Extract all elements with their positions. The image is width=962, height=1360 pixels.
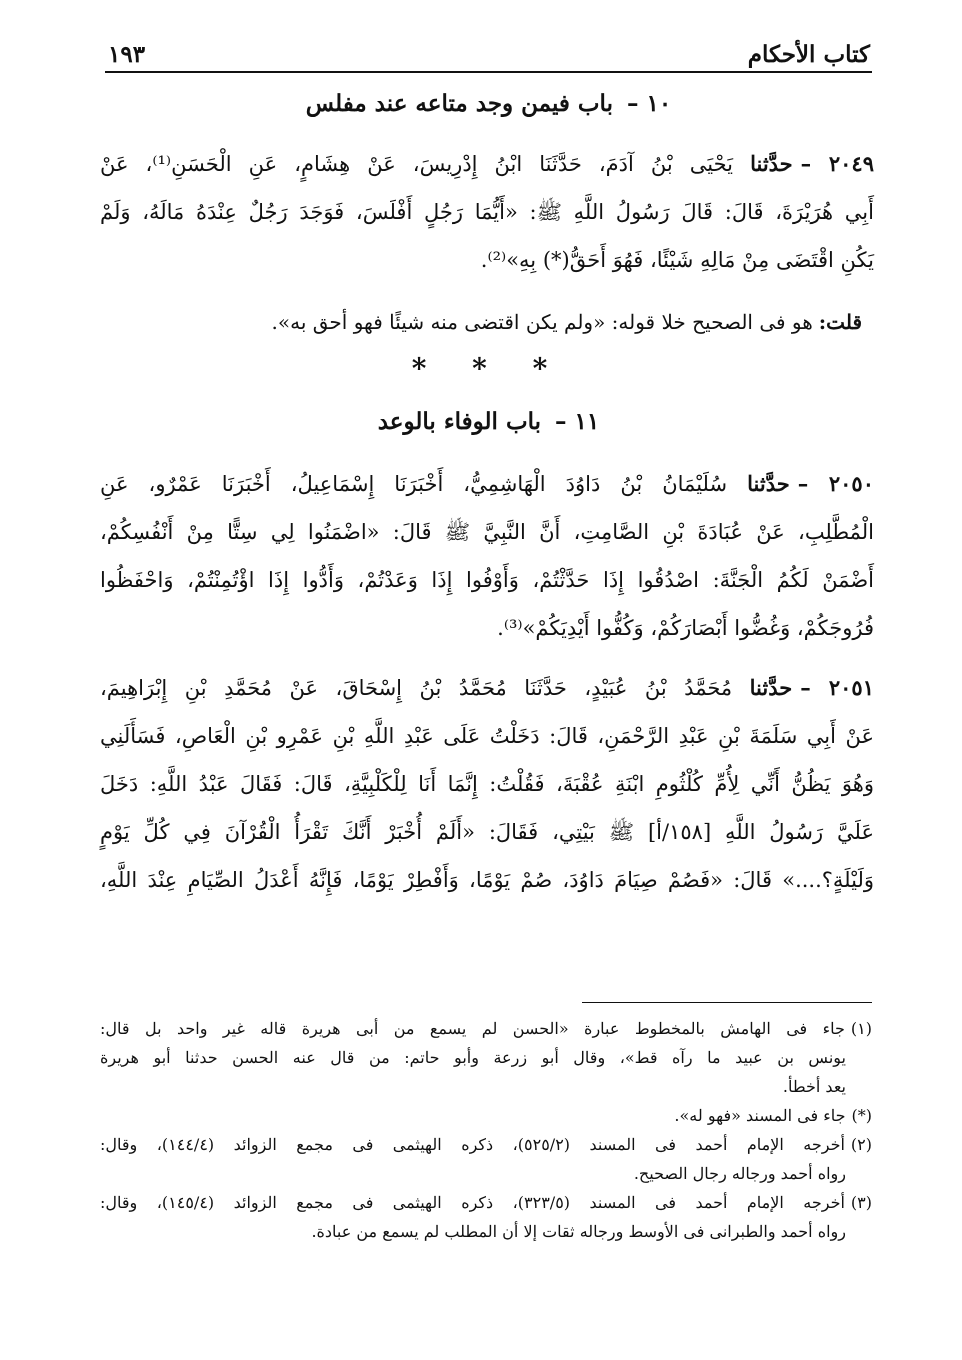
footnote-rule [582,1002,872,1003]
footnote-1 [100,1014,872,1101]
footnote-marker: (٢) [850,1135,873,1154]
footnote-line: يونس بن عبيد ما رآه قط»، وقال أبو زرعة وأبو حاتم: من قال عنه الحسن حدثنا أبو هريرة [100,1048,847,1067]
hadith-line: وَلَيْلَةٍ؟....» قَالَ: «فَصُمْ صِيَامَ دَاوُدَ، صُمْ يَوْمًا، وَأَفْطِرْ يَوْمًا، فَإِنَّهُ أَعْدَلُ الصِّيَامِ عِنْدَ اللَّهِ، [100,868,875,892]
hadith-line [100,460,874,508]
footnote-marker: (١) [850,1019,872,1038]
footnote-line [100,1130,872,1159]
hadith-2051 [100,664,874,904]
hadith-2049 [100,140,874,284]
chapter-title: باب الوفاء بالوعد [377,408,542,435]
chapter-10-heading [105,90,872,117]
book-title: كتاب الأحكام [747,41,870,68]
hadith-line: الْمُطَّلِبِ، عَنْ عُبَادَةَ بْنِ الصَّامِتِ، أَنَّ النَّبِيَّ ﷺ قَالَ: «اضْمَنُوا لِي سِتًّا مِنْ أَنْفُسِكُمْ، [100,520,874,544]
footnote-3 [100,1188,872,1246]
hadith-line: عَنْ أَبِي سَلَمَةَ بْنِ عَبْدِ الرَّحْمَنِ، قَالَ: دَخَلْتُ عَلَى عَبْدِ اللَّهِ بْنِ عَمْرِو بْنِ الْعَاصِ، فَسَأَلَنِي [100,724,874,748]
hadith-line: عَلَيَّ رَسُولُ اللَّهِ [١٥٨/أ] ﷺ بَيْتِي، فَقَالَ: «أَلَمْ أُخْبَرْ أَنَّكَ تَقْرَأُ الْقُرْآنَ فِي كُلِّ يَوْمٍ [100,820,874,844]
chapter-title: باب فيمن وجد متاعه عند مفلس [305,90,613,117]
hadith-line: أَبِي هُرَيْرَةَ، قَالَ: قَالَ رَسُولُ اللَّهِ ﷺ: «أَيُّمَا رَجُلٍ أَفْلَسَ، فَوَجَدَ رَجُلٌ عِنْدَهُ مَالَهُ، وَلَمْ [100,200,874,224]
section-separator: * * * [411,352,566,385]
footnotes [100,1014,872,1246]
footnote-text: جاء فى الهامش بالمخطوط عبارة «الحسن لم يسمع من أبى هريرة قاله غير واحد بل قال: [100,1019,845,1038]
chapter-number: ١٠ – [626,90,672,117]
hadith-number: ٢٠٤٩ – [800,151,874,176]
hadith-text: سُلَيْمَانُ بْنُ دَاوُدَ الْهَاشِمِيُّ، أَخْبَرَنَا إِسْمَاعِيلُ، أَخْبَرَنَا عَمْرٌو، عَنِ [100,472,728,496]
hadith-text: مُحَمَّدُ بْنُ عُبَيْدٍ، حَدَّثَنَا مُحَمَّدُ بْنُ إِسْحَاقَ، عَنْ مُحَمَّدِ بْنِ إِبْرَاهِيمَ، [100,676,733,700]
footnote-line: رواه أحمد ورجاله رجال الصحيح. [633,1164,846,1183]
footnote-line: يعد أخطأ. [782,1077,846,1096]
hadith-text: يَحْيَى بْنُ آدَمَ، حَدَّثَنَا ابْنُ إِدْرِيسَ، عَنْ هِشَامٍ، عَنِ الْحَسَنِ⁽¹⁾، عَنْ [100,152,734,176]
hadith-2050 [100,460,874,652]
footnote-text: أخرجه الإمام أحمد فى المسند (٥٢٥/٢)، ذكره الهيثمى فى مجمع الزوائد (١٤٤/٤)، وقال: [100,1135,845,1154]
footnote-marker: (*) [851,1106,872,1125]
footnote-text: جاء فى المسند «فهو له». [674,1106,846,1125]
note-text: هو فى الصحيح خلا قوله: «ولم يكن اقتضى منه شيئًا فهو أحق به». [271,310,813,334]
hadith-line: أَضْمَنْ لَكُمُ الْجَنَّةَ: اصْدُقُوا إِذَا حَدَّثْتُمْ، وَأَوْفُوا إِذَا وَعَدْتُمْ، وَأَدُّوا إِذَا اؤْتُمِنْتُمْ، وَاحْفَظُوا [100,568,874,592]
header-rule [105,71,872,73]
hadith-line [100,140,874,188]
footnote-line: رواه أحمد والطبرانى فى الأوسط ورجاله ثقات إلا أن المطلب لم يسمع من عبادة. [311,1222,846,1241]
running-head [108,34,870,68]
hadith-lead: حدَّثنا [747,471,790,496]
hadith-line [100,664,874,712]
footnote-text: أخرجه الإمام أحمد فى المسند (٣٢٣/٥)، ذكره الهيثمى فى مجمع الزوائد (١٤٥/٤)، وقال: [100,1193,845,1212]
footnote-2 [100,1130,872,1188]
hadith-number: ٢٠٥١ – [800,675,874,700]
page-number: ١٩٣ [108,41,146,68]
chapter-number: ١١ – [555,408,600,435]
footnote-line [100,1101,872,1130]
hadith-line: وَهُوَ يَظُنُّ أَنِّي لِأُمِّ كُلْثُومِ ابْنَةِ عُقْبَةَ، فَقُلْتُ: إِنَّمَا أَنَا لِلْكَلْبِيَّةِ، قَالَ: فَقَالَ عَبْدُ اللَّهِ: دَخَلَ [100,772,874,796]
note-label: قلت: [818,310,862,334]
chapter-11-heading [105,408,872,435]
editor-note [105,310,862,334]
hadith-number: ٢٠٥٠ – [797,471,874,496]
hadith-line: يَكُنِ اقْتَضَى مِنْ مَالِهِ شَيْئًا، فَهُوَ أَحَقُّ(*) بِهِ»⁽²⁾. [480,248,874,272]
hadith-line: فُرُوجَكُمْ، وَغُضُّوا أَبْصَارَكُمْ، وَكُفُّوا أَيْدِيَكُمْ»⁽³⁾. [497,616,874,640]
hadith-lead: حدَّثنا [749,675,793,700]
footnote-marker: (٣) [850,1193,873,1212]
footnote-line [100,1014,872,1043]
footnote-star [100,1101,872,1130]
hadith-lead: حدَّثنا [750,151,793,176]
footnote-line [100,1188,872,1217]
